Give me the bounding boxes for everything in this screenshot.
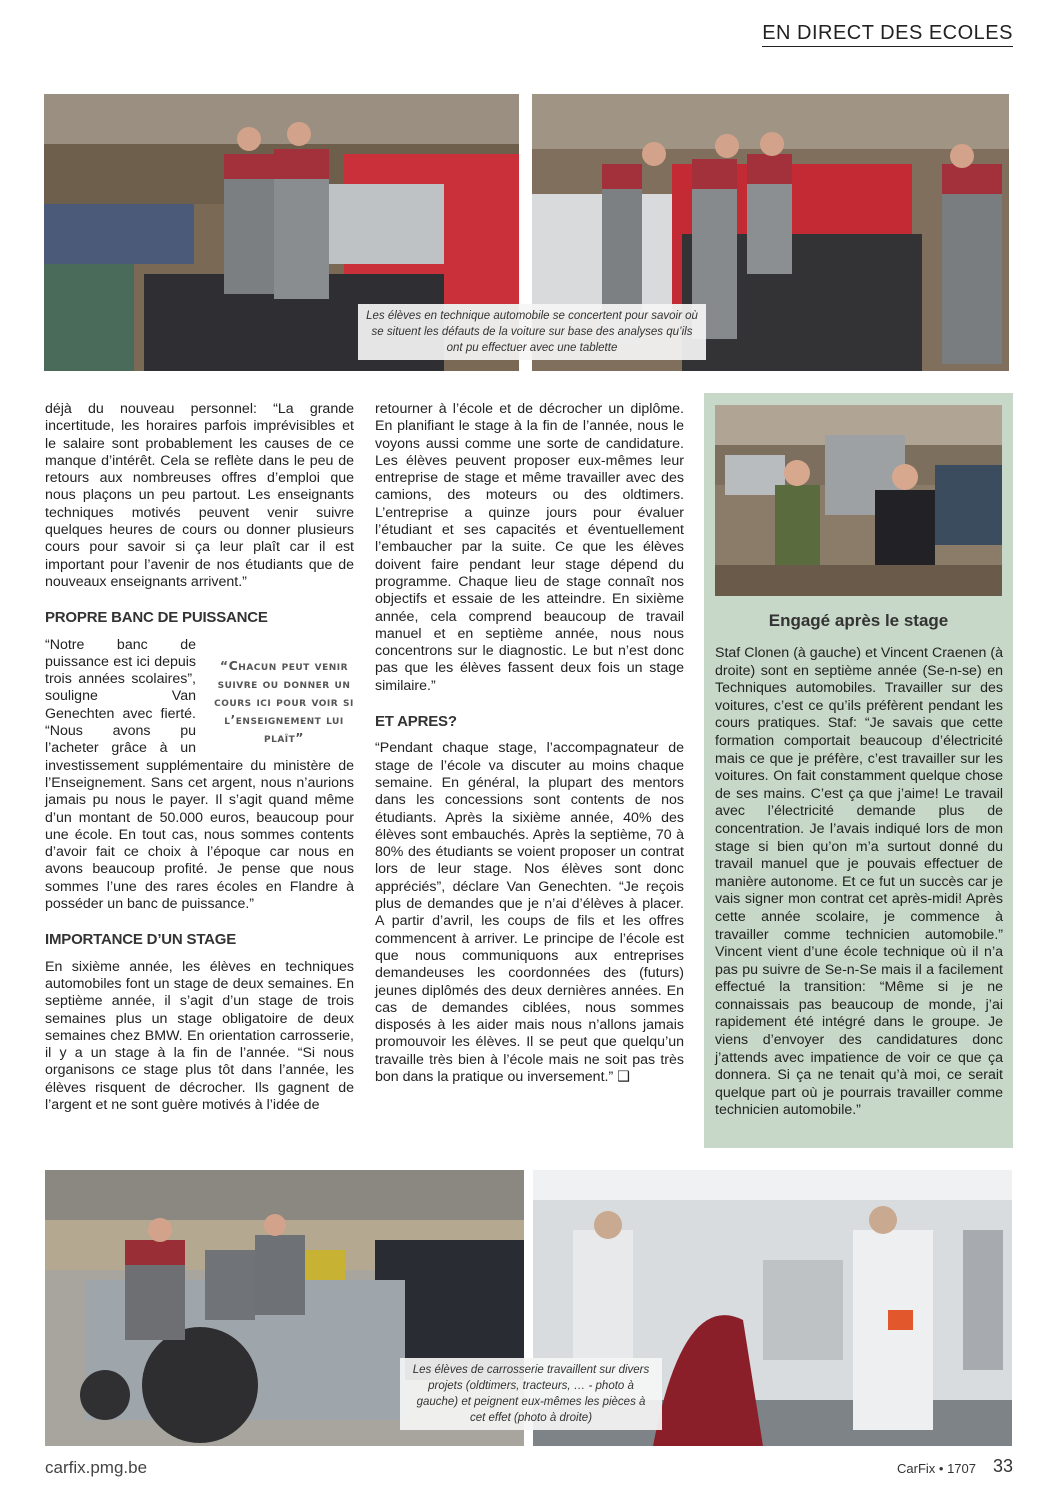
- photo-caption-top: Les élèves en technique automobile se concertent pour savoir où se situent les défauts de la voiture sur base des analyses qu’ils ont pu effectuer avec une tablette: [358, 304, 706, 360]
- photo-two-students: [715, 405, 1002, 596]
- paragraph: déjà du nouveau personnel: “La grande incertitude, les horaires parfois imprévisibles et le salaire sont probablement les causes de ce manque d’intérêt. Cela se reflète dans le peu de retours aux nombreuses offres d’emploi que nous plaçons un peu partout. Les enseignants techniques motivés peuvent venir suivre quelques heures de cours ou donner plusieurs cours pour savoir si ça leur plaît car il est important pour l’avenir de nos étudiants que de nouveaux enseignants arrivent.”: [45, 401, 354, 590]
- footer-magazine-issue: CarFix • 1707: [897, 1461, 976, 1476]
- paragraph: En sixième année, les élèves en techniques automobiles font un stage de deux semaines. En septième année, il s’agit d’un stage de trois semaines plus un stage obligatoire de deux semaines chez BMW. En orientation carrosserie, il y a un stage à la fin de l’année. “Si nous organisons ce stage plus tôt dans l’année, les élèves risquent de décrocher. Ils gagnent de l’argent et ne sont guère motivés à l’idée de: [45, 958, 354, 1113]
- sidebar-box: [704, 393, 1013, 1148]
- pull-quote: “Chacun peut venir suivre ou donner un cours ici pour voir si l’enseignement lui plaît”: [214, 657, 354, 745]
- section-title: EN DIRECT DES ECOLES: [762, 22, 1013, 47]
- paragraph: “Pendant chaque stage, l’accompagnateur de stage de l’école va discuter au moins chaque semaine. En général, la plupart des mentors dans les concessions sont contents de nos étudiants. Après la sixième année, 40% des élèves sont embauchés. Après la septième, 70 à 80% des étudiants se voient proposer un contrat lors de leur stage. Nos élèves sont donc appréciés”, déclare Van Genechten. “Je reçois plus de demandes que je n’ai d’élèves à placer. A partir d’avril, les coups de fils et les offres commencent à arriver. Le principe de l’école est que nous communiquons aux entreprises demandeuses les coordonnées des (futurs) jeunes diplômés des deux dernières années. En cas de demandes ciblées, nous sommes disposés à les aider mais nous n’allons jamais promouvoir les élèves. Il se peut que quelqu’un travaille très bien à l’école mais ne soit pas très bon dans la pratique ou inversement.” ❑: [375, 740, 684, 1085]
- paragraph: “Chacun peut venir suivre ou donner un cours ici pour voir si l’enseignement lui plaît” “Notre banc de puissance est ici depuis trois années scolaires”, souligne Van Genechten avec fierté. “Nous avons pu l’acheter grâce à un investissement supplémentaire du ministère de l’Enseignement. Sans cet argent, nous n’aurions jamais pu nous le payer. Il s’agit quand même d’un montant de 50.000 euros, beaucoup pour une école. En tout cas, nous sommes contents d’avoir fait ce choix à l’époque car nous en avons beaucoup profité. Je pense que nous sommes l’une des rares écoles en Flandre à posséder un banc de puissance.”: [45, 637, 354, 914]
- column-2: [375, 401, 684, 1100]
- sidebar-title: Engagé après le stage: [768, 611, 949, 630]
- footer-website[interactable]: carfix.pmg.be: [45, 1458, 148, 1477]
- sidebar-text: Staf Clonen (à gauche) et Vincent Craenen (à droite) sont en septième année (Se-n-se) en Techniques automobiles. Travailler sur des voitures, c’est ce qu’ils préfèrent pendant les cours pratiques. Staf: “Je savais que cette formation comportait beaucoup d’électricité mais ce que je préfère, c’est travailler sur les voitures. On fait constamment quelque chose de ses mains. C’est ça que j’aime! Le travail avec l’électricité demande plus de concentration. Je l’avais indiqué lors de mon stage si bien qu’on m’a surtout donné du travail manuel que je pouvais effectuer de manière autonome. Et ce fut un succès car je vais signer mon contrat cet après-midi! Après cette année scolaire, je commence à travailler comme technicien automobile.” Vincent vient d’une école technique où il n’a pas pu suivre de Se-n-Se mais il a facilement effectué la transition: “Même si je ne connaissais pas beaucoup de monde, j’ai rapidement été intégré dans le groupe. Je viens d’envoyer des candidatures donc j’attends avec impatience de voir ce que ça donnera. Si ça ne tenait qu’à moi, ce serait quelque part où je pourrais travailler comme technicien automobile.”: [715, 645, 1003, 1119]
- page-number: 33: [992, 1456, 1013, 1476]
- subheading-et-apres: ET APRES?: [375, 713, 457, 731]
- paragraph: retourner à l’école et de décrocher un diplôme. En planifiant le stage à la fin de l’année, nous le voyons aussi comme une sorte de candidature. Les élèves peuvent proposer eux-mêmes leur entreprise de stage et même travailler avec des camions, des moteurs ou des oldtimers. L’entreprise a quinze jours pour évaluer l’étudiant et ses capacités et éventuellement l’embaucher par la suite. Ce que les élèves doivent faire pendant leur stage dépend du programme. Chaque lieu de stage connaît nos objectifs et essaie de les atteindre. En sixième année, cela comprend beaucoup de travail manuel et en septième année, nous nous concentrons sur le diagnostic. Le but n’est donc pas que les élèves fassent deux fois un stage similaire.”: [375, 401, 684, 694]
- photo-caption-bottom: Les élèves de carrosserie travaillent sur divers projets (oldtimers, tracteurs, … - photo à gauche) et peignent eux-mêmes les pièces à cet effet (photo à droite): [400, 1358, 662, 1430]
- subheading-importance-stage: IMPORTANCE D’UN STAGE: [45, 931, 237, 949]
- column-1: [45, 401, 354, 1128]
- subheading-banc-de-puissance: PROPRE BANC DE PUISSANCE: [45, 609, 268, 627]
